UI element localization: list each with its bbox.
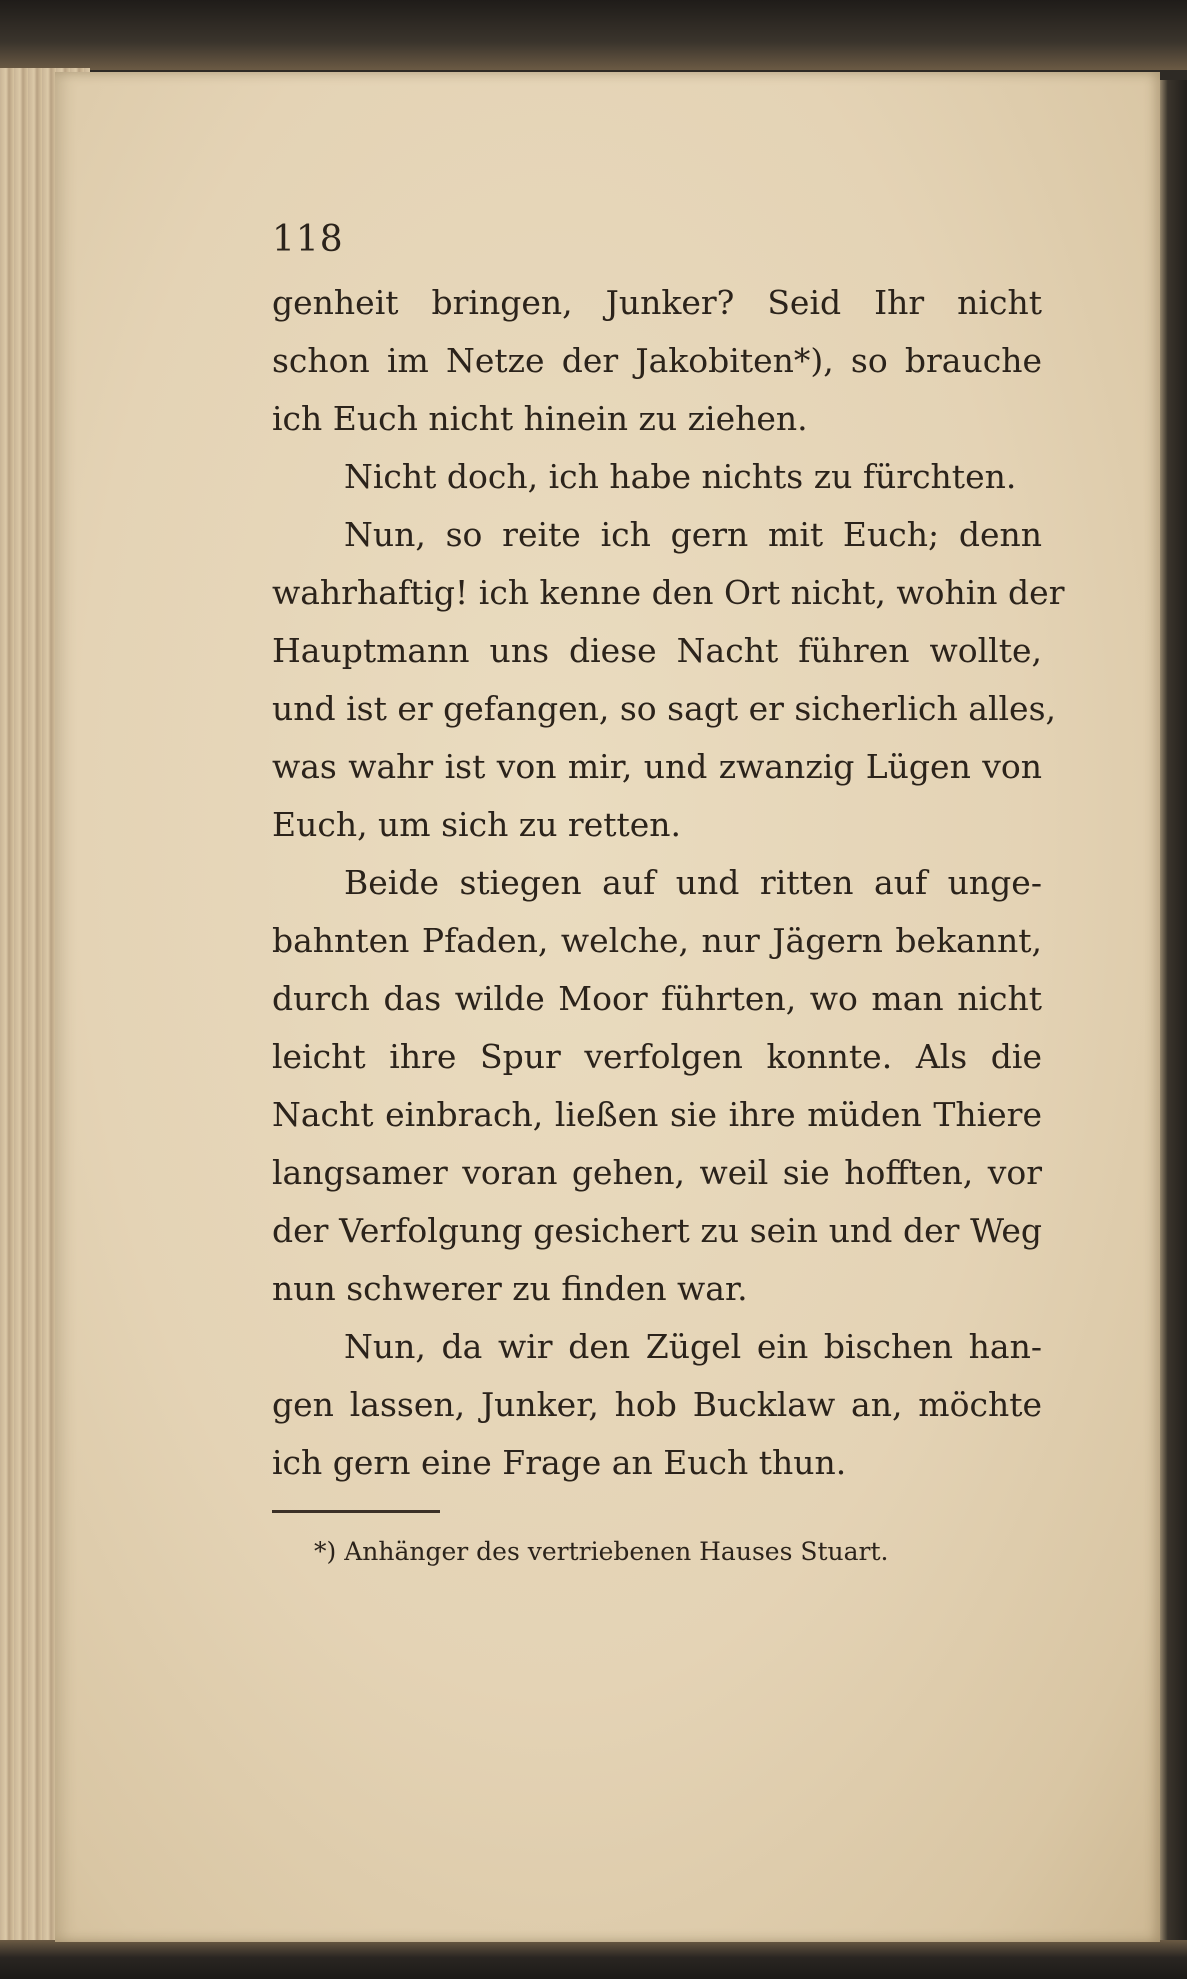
page-number: 118	[272, 219, 344, 260]
text-line: langsamer voran gehen, weil sie hofften, vor	[272, 1153, 1042, 1192]
text-line: wahrhaftig! ich kenne den Ort nicht, wohin der	[272, 573, 1065, 612]
body-text	[272, 274, 1065, 1492]
text-line: leicht ihre Spur verfolgen konnte. Als die	[272, 1037, 1042, 1076]
text-line: durch das wilde Moor führten, wo man nicht	[272, 979, 1042, 1018]
text-line: Nun, da wir den Zügel ein bischen han-	[344, 1327, 1042, 1366]
text-line: genheit bringen, Junker? Seid Ihr nicht	[272, 283, 1042, 322]
text-line: nun schwerer zu finden war.	[272, 1269, 748, 1308]
text-line: Beide stiegen auf und ritten auf unge-	[344, 863, 1042, 902]
text-line: bahnten Pfaden, welche, nur Jägern bekannt,	[272, 921, 1042, 960]
page-text-block	[272, 219, 1065, 1569]
text-line: schon im Netze der Jakobiten*), so brauche	[272, 341, 1042, 380]
footnote: *) Anhänger des vertriebenen Hauses Stuart.	[314, 1537, 889, 1566]
text-line: ich gern eine Frage an Euch thun.	[272, 1443, 847, 1482]
text-line: und ist er gefangen, so sagt er sicherlich alles,	[272, 689, 1057, 728]
text-line: gen lassen, Junker, hob Bucklaw an, möchte	[272, 1385, 1042, 1424]
text-line: was wahr ist von mir, und zwanzig Lügen von	[272, 747, 1042, 786]
text-line: der Verfolgung gesichert zu sein und der Weg	[272, 1211, 1042, 1250]
footnote-rule	[272, 1510, 440, 1513]
book-bottom-edge	[0, 1940, 1187, 1979]
text-line: Nacht einbrach, ließen sie ihre müden Thiere	[272, 1095, 1042, 1134]
text-line: Nicht doch, ich habe nichts zu fürchten.	[344, 457, 1017, 496]
text-line: Euch, um sich zu retten.	[272, 805, 682, 844]
book-top-edge	[0, 0, 1187, 70]
text-line: ich Euch nicht hinein zu ziehen.	[272, 399, 808, 438]
text-line: Nun, so reite ich gern mit Euch; denn	[344, 515, 1042, 554]
text-line: Hauptmann uns diese Nacht führen wollte,	[272, 631, 1042, 670]
